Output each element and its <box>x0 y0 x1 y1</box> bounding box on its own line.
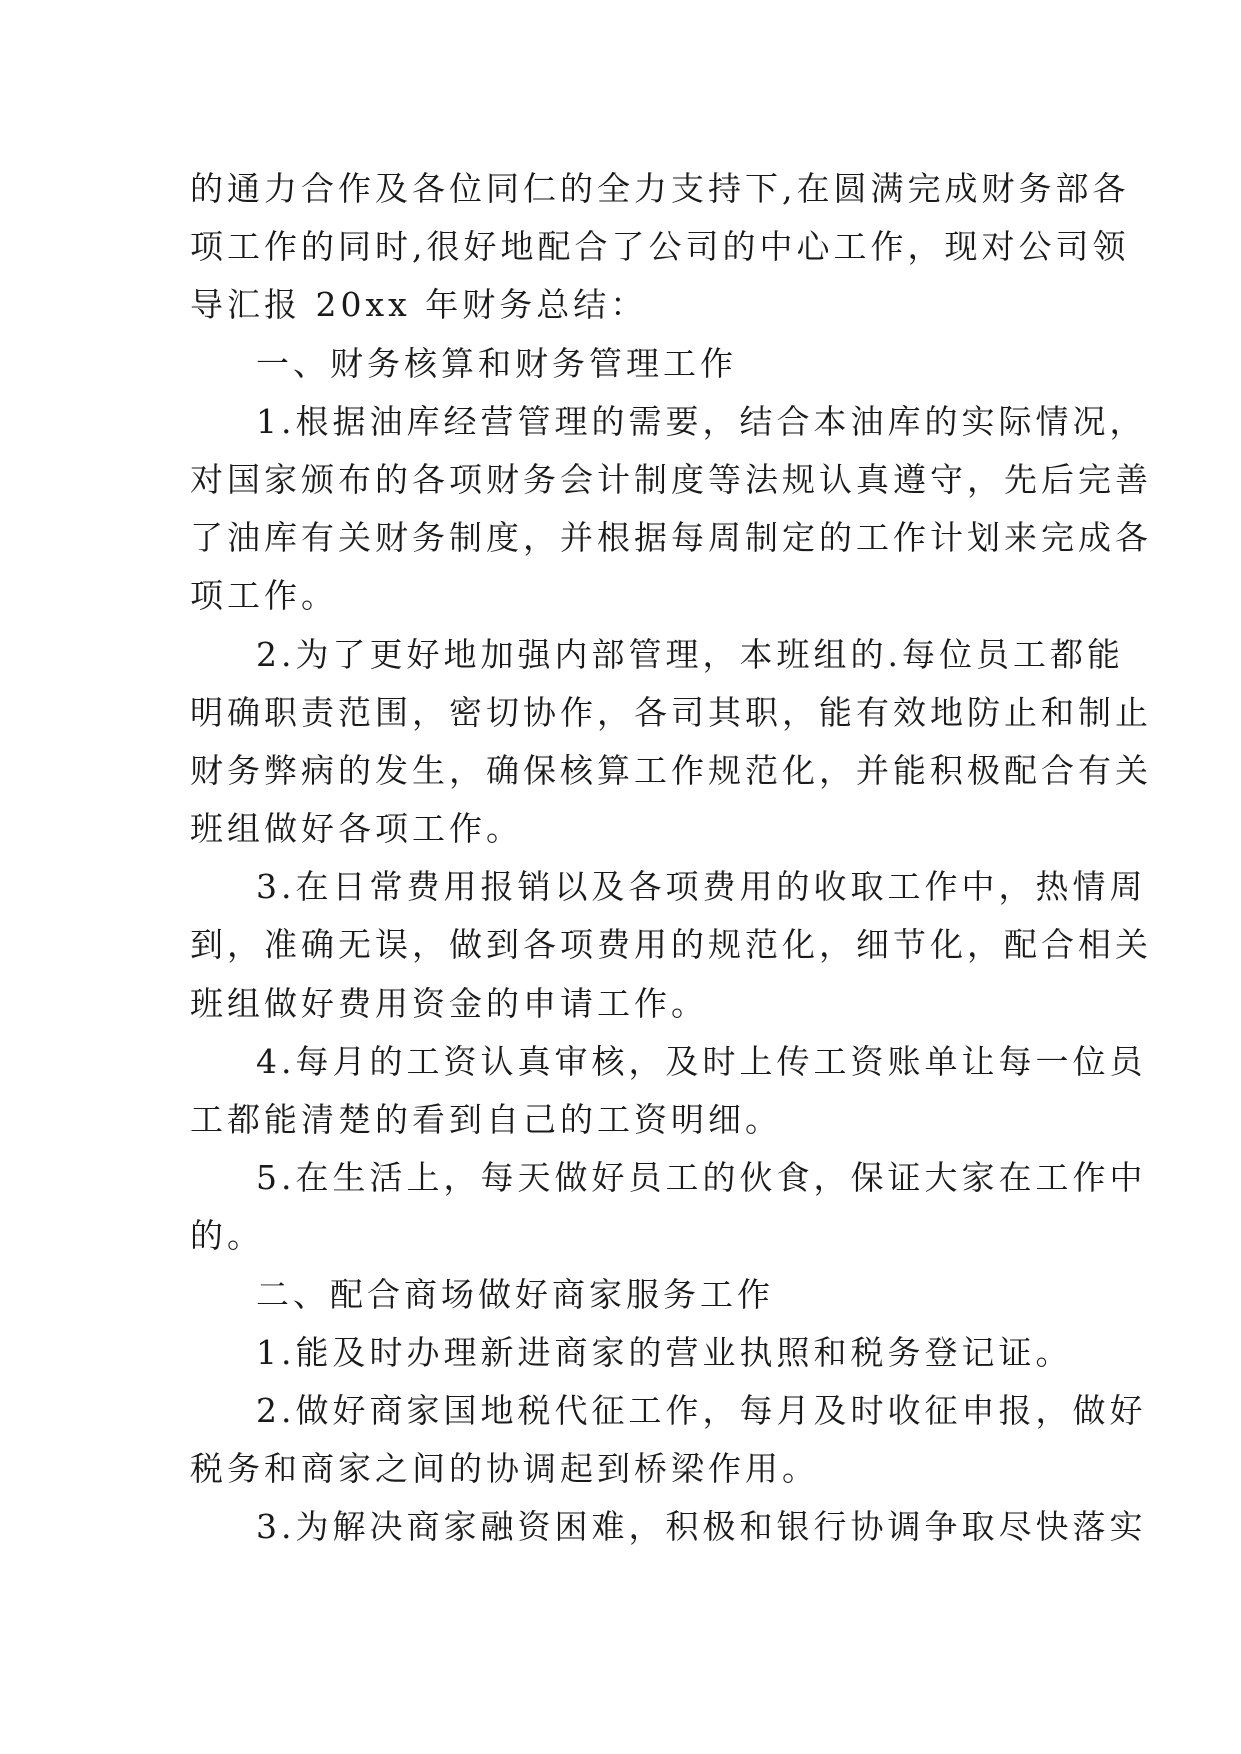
text-line: 财务弊病的发生，确保核算工作规范化，并能积极配合有关 <box>190 750 1152 790</box>
text-line: 一、财务核算和财务管理工作 <box>256 343 737 383</box>
text-line: 3.为解决商家融资困难，积极和银行协调争取尽快落实 <box>256 1507 1147 1547</box>
text-line: 到，准确无误，做到各项费用的规范化，细节化，配合相关 <box>190 925 1152 965</box>
text-line: 了油库有关财务制度，并根据每周制定的工作计划来完成各 <box>190 518 1152 558</box>
text-line: 项工作的同时,很好地配合了公司的中心工作，现对公司领 <box>190 227 1130 267</box>
text-line: 2.做好商家国地税代征工作，每月及时收征申报，做好 <box>256 1390 1147 1430</box>
text-line: 二、配合商场做好商家服务工作 <box>256 1274 774 1314</box>
text-line: 工都能清楚的看到自己的工资明细。 <box>190 1100 782 1139</box>
text-line: 明确职责范围，密切协作，各司其职，能有效地防止和制止 <box>190 692 1152 732</box>
text-line: 对国家颁布的各项财务会计制度等法规认真遵守，先后完善 <box>190 459 1152 499</box>
text-line: 班组做好各项工作。 <box>190 809 523 849</box>
text-line: 班组做好费用资金的申请工作。 <box>190 983 708 1023</box>
text-line: 的通力合作及各位同仁的全力支持下,在圆满完成财务部各 <box>190 169 1130 208</box>
text-line: 1.根据油库经营管理的需要，结合本油库的实际情况， <box>256 401 1147 441</box>
document-body <box>190 160 1152 1557</box>
text-line: 4.每月的工资认真审核，及时上传工资账单让每一位员 <box>256 1041 1147 1081</box>
text-line: 的。 <box>190 1216 264 1256</box>
text-line: 导汇报 20xx 年财务总结： <box>190 285 648 325</box>
text-line: 5.在生活上，每天做好员工的伙食，保证大家在工作中 <box>256 1158 1147 1198</box>
text-line: 3.在日常费用报销以及各项费用的收取工作中，热情周 <box>256 867 1147 907</box>
text-line: 2.为了更好地加强内部管理，本班组的.每位员工都能 <box>256 634 1124 674</box>
text-line: 1.能及时办理新进商家的营业执照和税务登记证。 <box>256 1332 1073 1372</box>
text-line: 税务和商家之间的协调起到桥梁作用。 <box>190 1449 819 1489</box>
text-line: 项工作。 <box>190 576 338 616</box>
